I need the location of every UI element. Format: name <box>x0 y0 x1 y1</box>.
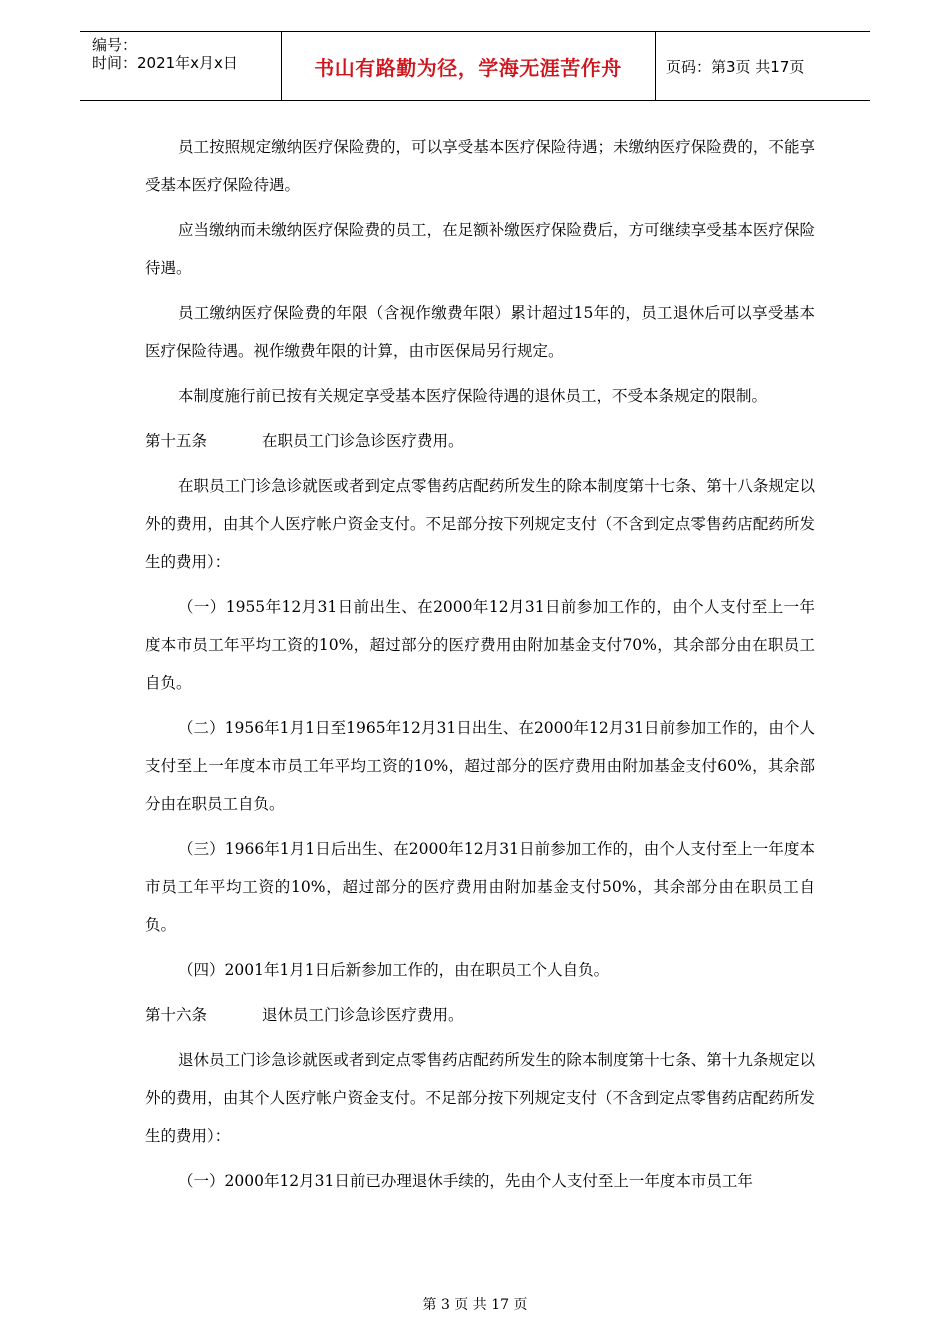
header-meta-cell <box>80 32 282 100</box>
article-heading-15 <box>145 422 815 460</box>
header-page-cell <box>656 32 870 100</box>
paragraph: 员工按照规定缴纳医疗保险费的，可以享受基本医疗保险待遇；未缴纳医疗保险费的，不能享受基本医疗保险待遇。 <box>145 138 815 194</box>
document-body <box>145 128 815 1207</box>
article-number: 第十五条 <box>145 432 208 450</box>
article-title: 退休员工门诊急诊医疗费用。 <box>262 1006 464 1024</box>
list-item: （三）1966年1月1日后出生、在2000年12月31日前参加工作的，由个人支付至上一年度本市员工年平均工资的10%，超过部分的医疗费用由附加基金支付50%，其余部分由在职员工自负。 <box>145 840 815 934</box>
article-title: 在职员工门诊急诊医疗费用。 <box>262 432 464 450</box>
paragraph: 应当缴纳而未缴纳医疗保险费的员工，在足额补缴医疗保险费后，方可继续享受基本医疗保险待遇。 <box>145 221 815 277</box>
list-item: （二）1956年1月1日至1965年12月31日出生、在2000年12月31日前参加工作的，由个人支付至上一年度本市员工年平均工资的10%，超过部分的医疗费用由附加基金支付60%，其余部分由在职员工自负。 <box>145 719 815 813</box>
header-page-info: 页码：第3页 共17页 <box>666 58 805 76</box>
list-item: （一）2000年12月31日前已办理退休手续的，先由个人支付至上一年度本市员工年 <box>178 1172 753 1190</box>
page-footer: 第 3 页 共 17 页 <box>422 1297 528 1313</box>
page-header <box>80 31 870 101</box>
document-number-label: 编号： <box>92 36 138 54</box>
header-motto: 书山有路勤为径，学海无涯苦作舟 <box>314 56 622 80</box>
paragraph: 在职员工门诊急诊就医或者到定点零售药店配药所发生的除本制度第十七条、第十八条规定以外的费用，由其个人医疗帐户资金支付。不足部分按下列规定支付（不含到定点零售药店配药所发生的费用）： <box>145 477 815 571</box>
document-time-label: 时间：2021年x月x日 <box>92 54 238 72</box>
article-heading-16 <box>145 996 815 1034</box>
list-item: （一）1955年12月31日前出生、在2000年12月31日前参加工作的，由个人支付至上一年度本市员工年平均工资的10%，超过部分的医疗费用由附加基金支付70%，其余部分由在职员工自负。 <box>145 598 815 692</box>
paragraph: 员工缴纳医疗保险费的年限（含视作缴费年限）累计超过15年的，员工退休后可以享受基本医疗保险待遇。视作缴费年限的计算，由市医保局另行规定。 <box>145 304 815 360</box>
list-item: （四）2001年1月1日后新参加工作的，由在职员工个人自负。 <box>178 961 610 979</box>
article-number: 第十六条 <box>145 1006 208 1024</box>
header-motto-cell <box>281 32 656 100</box>
paragraph: 本制度施行前已按有关规定享受基本医疗保险待遇的退休员工，不受本条规定的限制。 <box>178 387 768 405</box>
paragraph: 退休员工门诊急诊就医或者到定点零售药店配药所发生的除本制度第十七条、第十九条规定以外的费用，由其个人医疗帐户资金支付。不足部分按下列规定支付（不含到定点零售药店配药所发生的费用）： <box>145 1051 815 1145</box>
